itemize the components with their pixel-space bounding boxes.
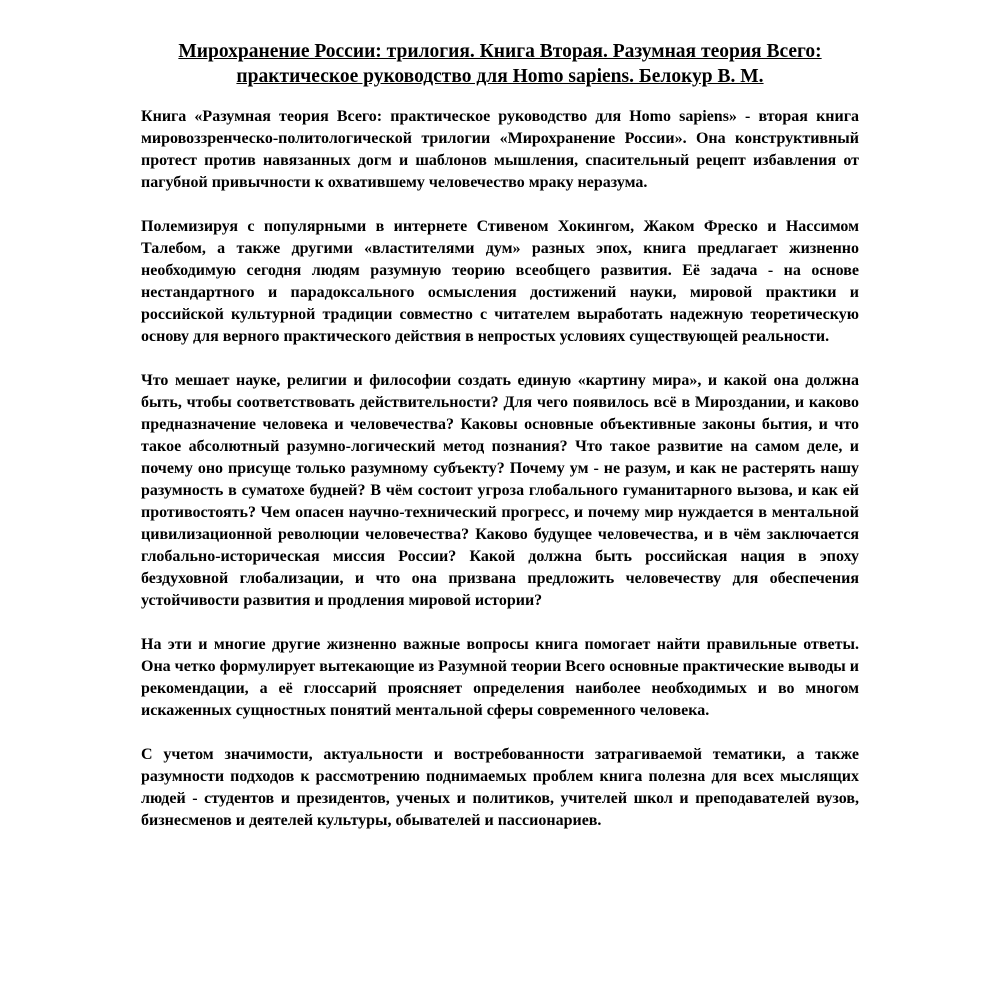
- paragraph-intro: Книга «Разумная теория Всего: практическое руководство для Homo sapiens» - вторая книга мировоззренческо-политологической трилогии «Мирохранение России». Она конструктивный протест против навязанных догм и шаблонов мышления, спасительный рецепт избавления от пагубной привычности к охватившему человечество мраку неразума.: [141, 108, 859, 191]
- document-title: Мирохранение России: трилогия. Книга Вторая. Разумная теория Всего: практическое руководство для Homo sapiens. Белокур В. М.: [178, 41, 822, 87]
- document-page: [141, 39, 859, 832]
- paragraph-polemic: Полемизируя с популярными в интернете Стивеном Хокингом, Жаком Фреско и Нассимом Талебом, а также другими «властителями дум» разных эпох, книга предлагает жизненно необходимую сегодня людям разумную теорию всеобщего развития. Её задача - на основе нестандартного и парадоксального осмысления достижений науки, мировой практики и российской культурной традиции совместно с читателем выработать надежную теоретическую основу для верного практического действия в непростых условиях существующей реальности.: [141, 218, 859, 345]
- paragraph-questions: Что мешает науке, религии и философии создать единую «картину мира», и какой она должна быть, чтобы соответствовать действительности? Для чего появилось всё в Мироздании, и каково предназначение человека и человечества? Каковы основные объективные законы бытия, и что такое абсолютный разумно-логический метод познания? Что такое развитие на самом деле, и почему оно присуще только разумному субъекту? Почему ум - не разум, и как не растерять нашу разумность в суматохе будней? В чём состоит угроза глобального гуманитарного вызова, и как ей противостоять? Чем опасен научно-технический прогресс, и почему мир нуждается в ментальной цивилизационной революции человечества? Каково будущее человечества, и в чём заключается глобально-историческая миссия России? Какой должна быть российская нация в эпоху бездуховной глобализации, и что она призвана предложить человечеству для обеспечения устойчивости развития и продления мировой истории?: [141, 372, 859, 609]
- paragraph-answers: На эти и многие другие жизненно важные вопросы книга помогает найти правильные ответы. Она четко формулирует вытекающие из Разумной теории Всего основные практические выводы и рекомендации, а её глоссарий проясняет определения наиболее необходимых и во многом искаженных сущностных понятий ментальной сферы современного человека.: [141, 636, 859, 719]
- paragraph-audience: С учетом значимости, актуальности и востребованности затрагиваемой тематики, а также разумности подходов к рассмотрению поднимаемых проблем книга полезна для всех мыслящих людей - студентов и президентов, ученых и политиков, учителей школ и преподавателей вузов, бизнесменов и деятелей культуры, обывателей и пассионариев.: [141, 746, 859, 829]
